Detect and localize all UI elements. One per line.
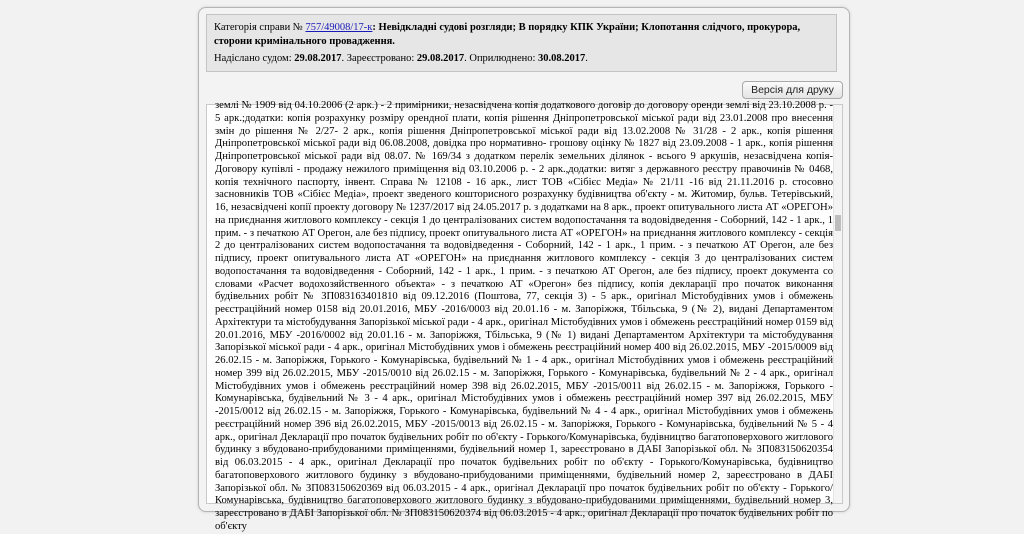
case-category xyxy=(214,21,829,49)
document-body: землі № 1909 від 04.10.2006 (2 арк.) - 2 примірники, незасвідчена копія додаткового договір до договору оренди землі від 23.10.2008 р. - 5 арк.;додатки: копія розрахунку розміру орендної плати, копія рішення Дніпропетровської міської ради від 23.01.2008 про внесення змін до рішення № 2/27- 2 арк., копія рішення Дніпропетровської міської ради від 13.02.2008 № 31/28 - 2 арк., копія рішення Дніпропетровської міської ради від 06.08.2008, довідка про нормативно- грошову оцінку № 1827 від 23.09.2008 - 1 арк., копія рішення Дніпропетровської міської ради від 08.07. № 169/34 з додатком перелік земельних ділянок - всього 9 аркушів, незасвідчена копія-Договору купівлі - продажу нежилого приміщення від 03.10.2006 р. - 2 арк.,додатки: витяг з державного реєстру правочинів № 0468, копія технічного паспорту, інвент. Справа № 12108 - 16 арк., лист ТОВ «Сібієс Медіа» № 21/11 -16 від 21.11.2016 р. стосовно засновників ТОВ «Сібієс Медіа», проект зведеного кошторисного розрахунку будівництва об'єкту - м. Житомир, бульв. Тетерівський, 16, незасвідчені копії проекту договору № 1237/2017 від 24.05.2017 р. з додатками на 8 арк., проект опитувального листа АТ «ОРЕГОН» на приєднання житлового комплексу - секція 1 до централізованих систем водопостачання та водовідведення - Соборний, 142 - 1 арк., 1 прим. - з печаткою АТ Орегон, але без підпису, проект опитувального листа АТ «ОРЕГОН» на приєднання житлового комплексу - секція 2 до централізованих систем водопостачання та водовідведення - Соборний, 142 - 1 арк., 1 прим. - з печаткою АТ Орегон, але без підпису, проект опитувального листа АТ «ОРЕГОН» на приєднання житлового комплексу - секція 3 до централізованих систем водопостачання та водовідведення - Соборний, 142 - 1 арк., 1 прим. - з печаткою АТ Орегон, але без підпису, проект документа со словами «Расчет водохозяйственного объекта» - з печаткою АТ «Орегон» без підпису, копія декларації про початок виконання будівельних робіт № ЗП083163401810 від 09.12.2016 (Поштова, 77, секція 3) - 5 арк., оригінал Містобудівних умов і обмежень реєстраційний номер 0158 від 20.01.2016, МБУ -2016/0003 від 20.01.16 - м. Запоріжжя, Тбільська, 9 (№ 2), видані Департаментом Архітектури та містобудування Запорізької міської ради - 4 арк., оригінал Містобудівних умов і обмежень реєстраційний номер 0159 від 20.01.2016, МБУ -2016/0002 від 20.01.16 - м. Запоріжжя, Тбільська, 9 (№ 1) видані Департаментом Архітектури та містобудування Запорізької міської ради - 4 арк., оригінал Містобудівних умов і обмежень реєстраційний номер 400 від 26.02.2015, МБУ -2015/0009 від 26.02.15 - м. Запоріжжя, Горького - Комунарівська, будівельний № 1 - 4 арк., оригінал Містобудівних умов і обмежень реєстраційний номер 399 від 26.02.2015, МБУ -2015/0010 від 26.02.15 - м. Запоріжжя, Горького - Комунарівська, будівельний № 2 - 4 арк., оригінал Містобудівних умов і обмежень реєстраційний номер 398 від 26.02.2015, МБУ -2015/0011 від 26.02.15 - м. Запоріжжя, Горького - Комунарівська, будівельний № 3 - 4 арк., оригінал Містобудівних умов і обмежень реєстраційний номер 397 від 26.02.2015, МБУ -2015/0012 від 26.02.15 - м. Запоріжжя, Горького - Комунарівська, будівельний № 4 - 4 арк., оригінал Містобудівних умов і обмежень реєстраційний номер 396 від 26.02.2015, МБУ -2015/0013 від 26.02.15 - м. Запоріжжя, Горького - Комунарівська, будівельний № 5 - 4 арк., оригінал Декларації про початок будівельних робіт по об'єкту - Горького/Комунарівська, будівництво багатоповерхового житлового будинку з вбудовано-прибудованими приміщеннями, будівельний номер 1, зареєстровано в ДАБІ Запорізької обл. № ЗП083150620354 від 06.03.2015 - 4 арк., оригінал Декларації про початок будівельних робіт по об'єкту - Горького/Комунарівська, будівництво багатоповерхового житлового будинку з вбудовано-прибудованими приміщеннями, будівельний номер 2, зареєстровано в ДАБІ Запорізької обл. № ЗП083150620369 від 06.03.2015 - 4 арк., оригінал Декларації про початок будівельних робіт по об'єкту - Горького/Комунарівська, будівництво багатоповерхового житлового будинку з вбудовано-прибудованими приміщеннями, будівельний номер 3, зареєстровано в ДАБІ Запорізької обл. № ЗП083150620374 від 06.03.2015 - 4 арк., оригінал Декларації про початок будівельних робіт по об'єкту xyxy=(215,100,833,532)
published-date: 30.08.2017 xyxy=(538,53,586,64)
print-version-button[interactable]: Версія для друку xyxy=(742,81,843,99)
document-scrollbar[interactable] xyxy=(833,105,842,503)
category-label: Категорія справи № xyxy=(214,22,306,33)
case-number-link[interactable]: 757/49008/17-к xyxy=(305,22,373,33)
category-text: : Невідкладні судові розгляди; В порядку КПК України; Клопотання слідчого, прокурора, сторони кримінального провадження. xyxy=(214,22,801,47)
sent-date: 29.08.2017 xyxy=(294,53,342,64)
published-label: . Оприлюднено: xyxy=(464,53,539,64)
dates-tail: . xyxy=(585,53,588,64)
document-text-area[interactable] xyxy=(206,100,843,532)
case-dates xyxy=(214,52,829,66)
sent-label: Надіслано судом: xyxy=(214,53,295,64)
registered-label: . Зареєстровано: xyxy=(341,53,417,64)
scrollbar-thumb[interactable] xyxy=(835,215,841,231)
decision-panel xyxy=(198,7,850,532)
case-info-box xyxy=(206,14,837,72)
registered-date: 29.08.2017 xyxy=(416,53,465,64)
